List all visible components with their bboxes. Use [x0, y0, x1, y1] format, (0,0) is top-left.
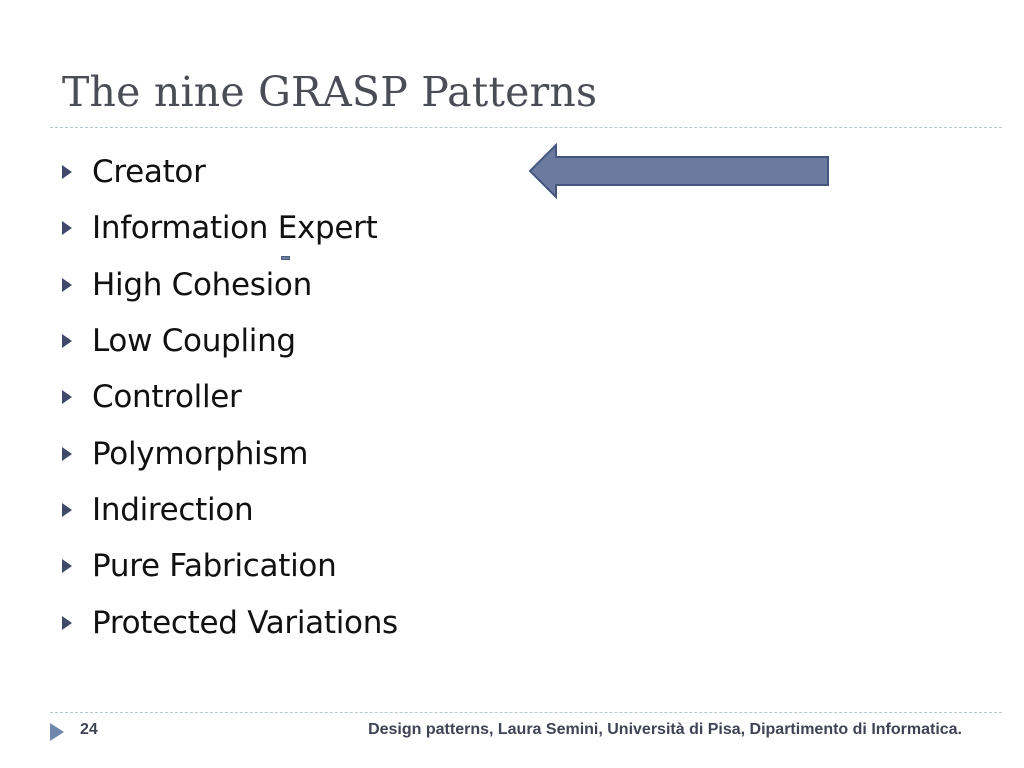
title-divider: [50, 127, 1002, 128]
triangle-bullet-icon: [62, 616, 92, 630]
list-item: [62, 482, 398, 538]
triangle-bullet-icon: [62, 390, 92, 404]
list-item: [62, 425, 398, 481]
list-item: [62, 369, 398, 425]
bullet-list: [62, 144, 398, 651]
triangle-bullet-icon: [62, 221, 92, 235]
dash-shape[interactable]: [281, 256, 290, 260]
triangle-bullet-icon: [62, 165, 92, 179]
triangle-bullet-icon: [62, 334, 92, 348]
bullet-text: Controller: [92, 379, 242, 416]
list-item: [62, 257, 398, 313]
list-item: [62, 144, 398, 200]
triangle-bullet-icon: [62, 503, 92, 517]
bullet-text: Polymorphism: [92, 435, 309, 472]
bullet-text: Creator: [92, 154, 206, 191]
footer-text: Design patterns, Laura Semini, Università di Pisa, Dipartimento di Informatica.: [368, 721, 962, 738]
triangle-bullet-icon: [62, 447, 92, 461]
list-item: [62, 594, 398, 650]
triangle-footer-icon: [50, 723, 64, 746]
bullet-text: Indirection: [92, 491, 254, 528]
list-item: [62, 200, 398, 256]
bullet-text: Protected Variations: [92, 604, 398, 641]
left-arrow-icon[interactable]: [528, 143, 832, 204]
triangle-bullet-icon: [62, 278, 92, 292]
bullet-text: High Cohesion: [92, 266, 312, 303]
bullet-text: Pure Fabrication: [92, 548, 337, 585]
bullet-text: Information Expert: [92, 210, 378, 247]
slide-title: The nine GRASP Patterns: [62, 68, 598, 116]
list-item: [62, 313, 398, 369]
page-number: 24: [80, 721, 98, 738]
list-item: [62, 538, 398, 594]
bullet-text: Low Coupling: [92, 323, 296, 360]
triangle-bullet-icon: [62, 559, 92, 573]
footer-divider: [50, 712, 1002, 713]
